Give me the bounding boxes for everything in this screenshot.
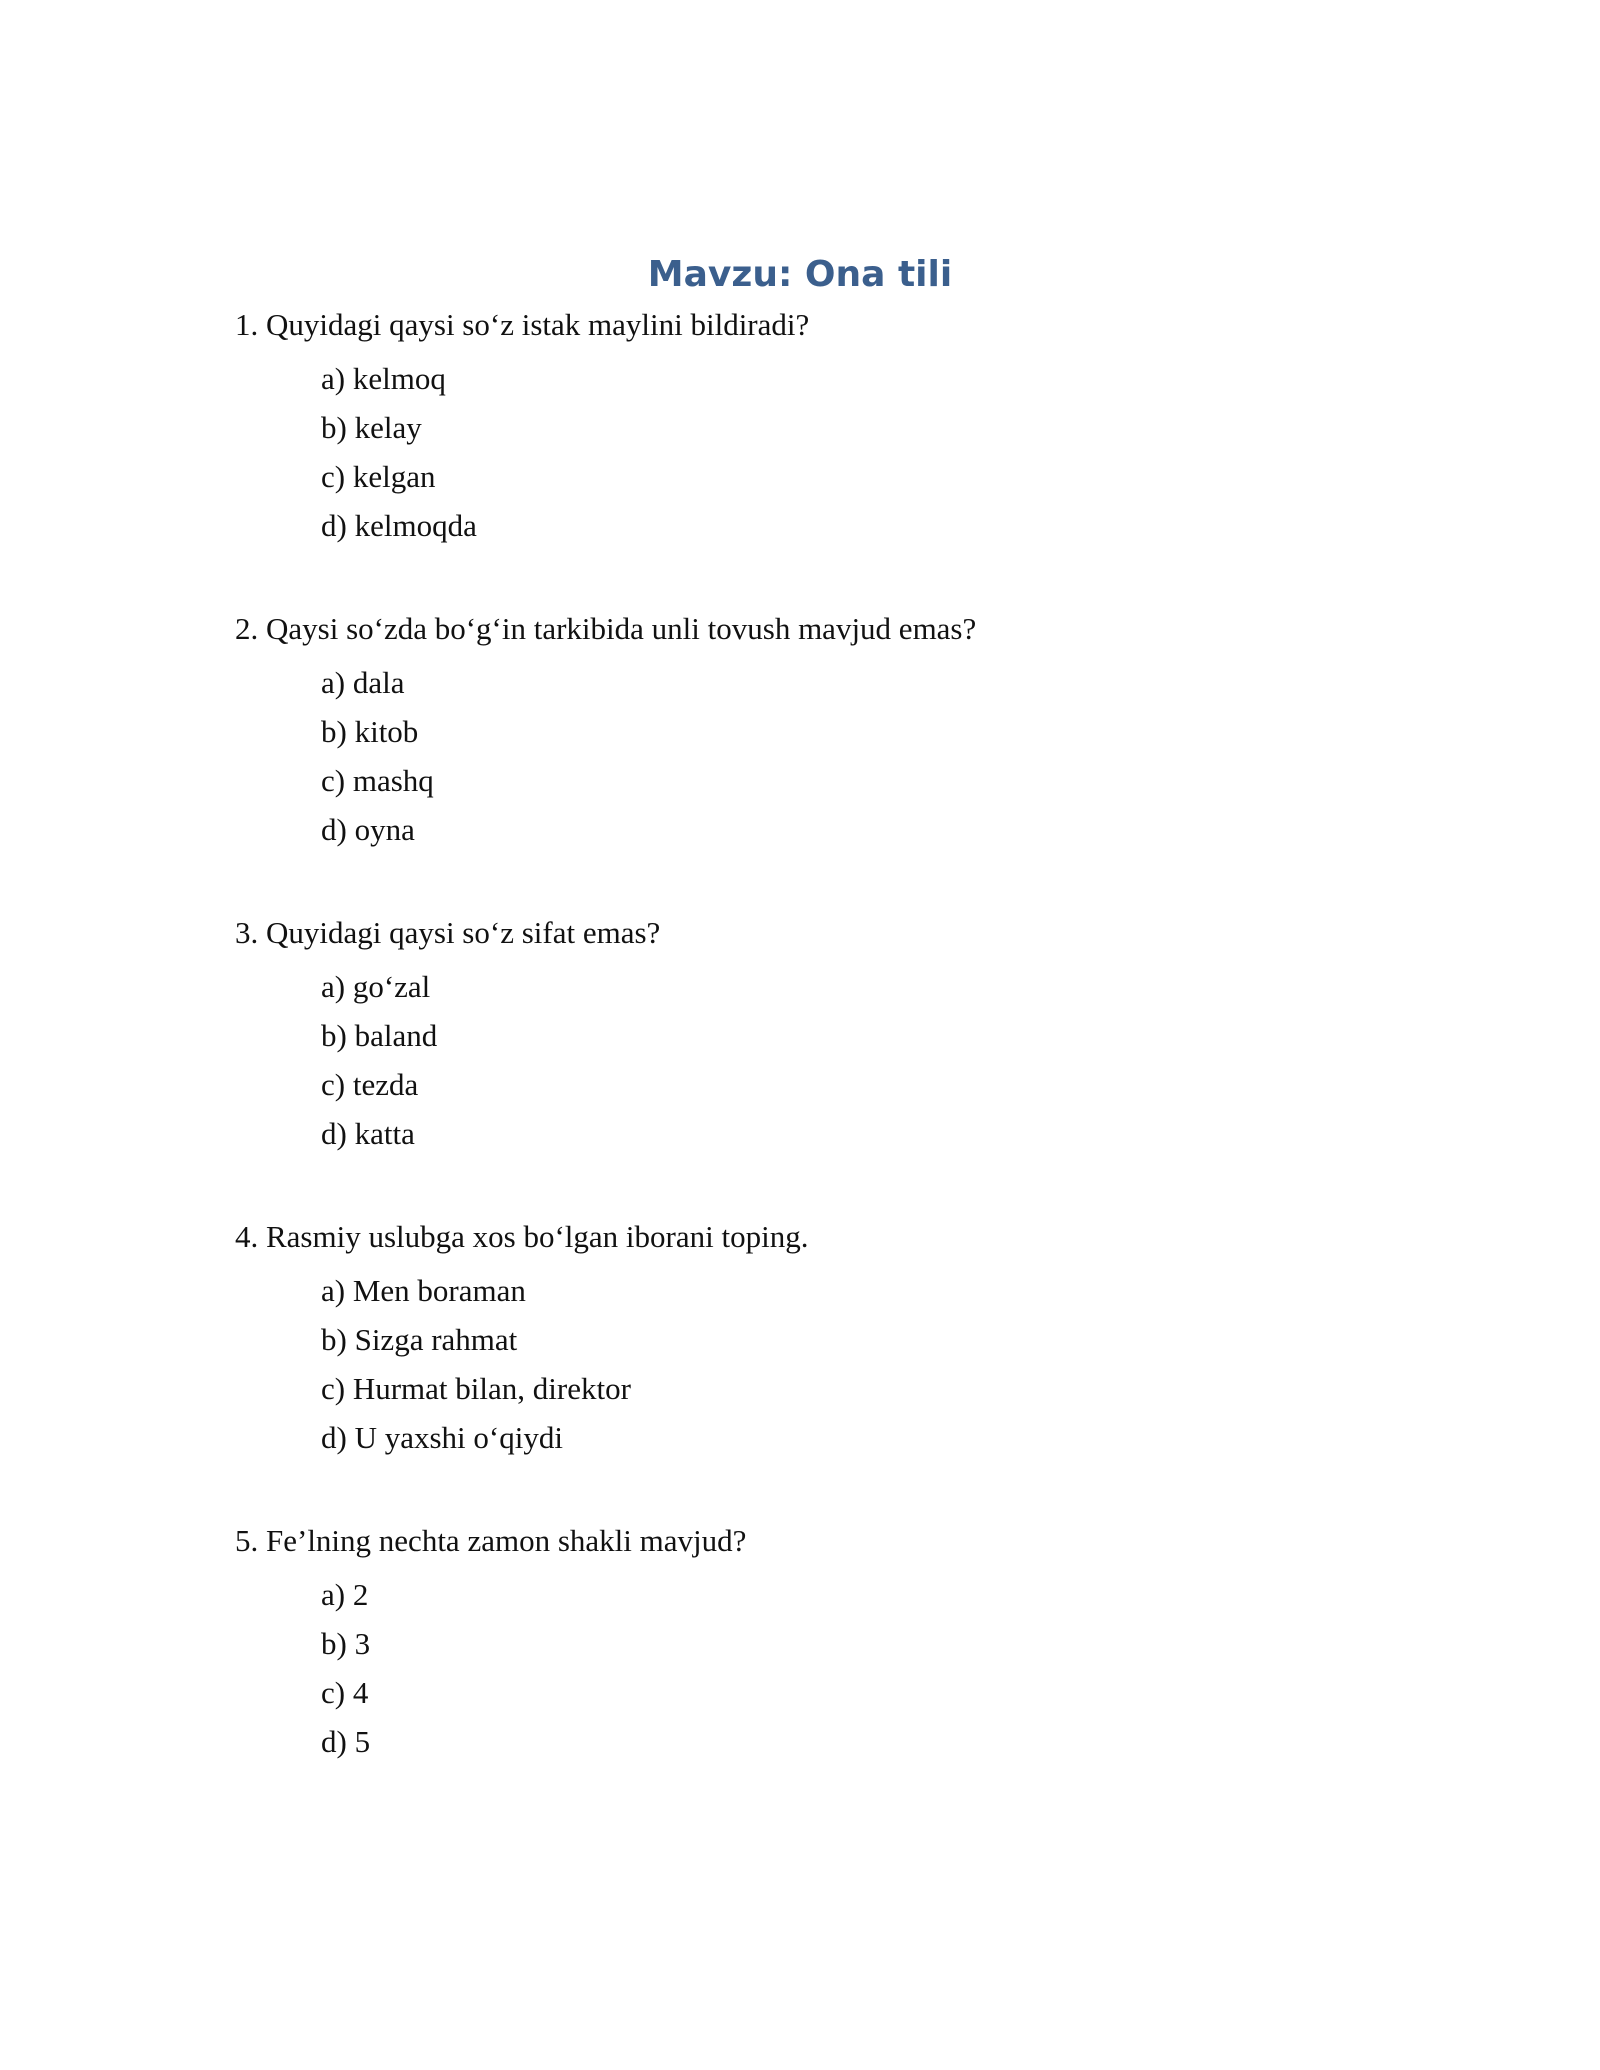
option-text: Hurmat bilan, direktor: [352, 1371, 631, 1406]
option-text: 3: [354, 1626, 371, 1661]
option-text: baland: [354, 1018, 438, 1053]
option-d: [321, 1114, 1435, 1154]
option-letter: c ): [321, 1067, 353, 1102]
option-list: [235, 1575, 1435, 1762]
option-d: [321, 1418, 1435, 1458]
question-4: [235, 1217, 1435, 1458]
option-b: [321, 1016, 1435, 1056]
option-text: kelmoq: [352, 361, 446, 396]
option-letter: c ): [321, 1371, 353, 1406]
option-letter: c ): [321, 763, 353, 798]
option-b: [321, 408, 1435, 448]
option-letter: a ): [321, 1273, 353, 1308]
document-title: Mavzu: Ona tili: [647, 254, 953, 295]
option-letter: a ): [321, 361, 353, 396]
option-text: 2: [352, 1577, 369, 1612]
option-letter: d ): [321, 812, 355, 847]
option-text: dala: [352, 665, 405, 700]
option-a: [321, 359, 1435, 399]
question-text: 3. Quyidagi qaysi so‘z sifat emas?: [235, 915, 661, 950]
option-a: [321, 967, 1435, 1007]
option-c: [321, 1065, 1435, 1105]
option-c: [321, 457, 1435, 497]
option-b: [321, 712, 1435, 752]
option-list: [235, 359, 1435, 546]
option-text: Men boraman: [352, 1273, 526, 1308]
option-letter: a ): [321, 1577, 353, 1612]
option-a: [321, 1271, 1435, 1311]
option-letter: a ): [321, 665, 353, 700]
option-a: [321, 663, 1435, 703]
option-c: [321, 1369, 1435, 1409]
option-letter: b ): [321, 410, 355, 445]
option-list: [235, 663, 1435, 850]
option-d: [321, 506, 1435, 546]
question-text: 1. Quyidagi qaysi so‘z istak maylini bildiradi?: [235, 307, 810, 342]
question-1: [235, 305, 1435, 546]
option-letter: a ): [321, 969, 353, 1004]
option-d: [321, 1722, 1435, 1762]
option-text: kelay: [354, 410, 422, 445]
option-text: mashq: [352, 763, 434, 798]
option-c: [321, 761, 1435, 801]
option-list: [235, 967, 1435, 1154]
question-2: [235, 609, 1435, 850]
option-text: tezda: [352, 1067, 419, 1102]
option-b: [321, 1320, 1435, 1360]
option-text: oyna: [354, 812, 415, 847]
option-letter: c ): [321, 1675, 353, 1710]
option-letter: b ): [321, 1626, 355, 1661]
option-text: 5: [354, 1724, 371, 1759]
option-letter: d ): [321, 1116, 355, 1151]
question-text: 4. Rasmiy uslubga xos bo‘lgan iborani toping.: [235, 1219, 809, 1254]
question-text: 5. Fe’lning nechta zamon shakli mavjud?: [235, 1523, 747, 1558]
question-5: [235, 1521, 1435, 1762]
option-list: [235, 1271, 1435, 1458]
option-text: go‘zal: [352, 969, 431, 1004]
question-list: [235, 305, 1435, 1825]
option-letter: b ): [321, 714, 355, 749]
option-text: Sizga rahmat: [354, 1322, 518, 1357]
option-a: [321, 1575, 1435, 1615]
question-text: 2. Qaysi so‘zda bo‘g‘in tarkibida unli tovush mavjud emas?: [235, 611, 977, 646]
option-letter: b ): [321, 1018, 355, 1053]
option-text: U yaxshi o‘qiydi: [354, 1420, 563, 1455]
option-c: [321, 1673, 1435, 1713]
option-text: kitob: [354, 714, 419, 749]
option-letter: d ): [321, 508, 355, 543]
option-letter: d ): [321, 1420, 355, 1455]
option-letter: b ): [321, 1322, 355, 1357]
option-b: [321, 1624, 1435, 1664]
option-text: kelmoqda: [354, 508, 477, 543]
question-3: [235, 913, 1435, 1154]
option-text: kelgan: [352, 459, 436, 494]
option-text: katta: [354, 1116, 415, 1151]
option-letter: c ): [321, 459, 353, 494]
option-d: [321, 810, 1435, 850]
option-letter: d ): [321, 1724, 355, 1759]
option-text: 4: [352, 1675, 369, 1710]
